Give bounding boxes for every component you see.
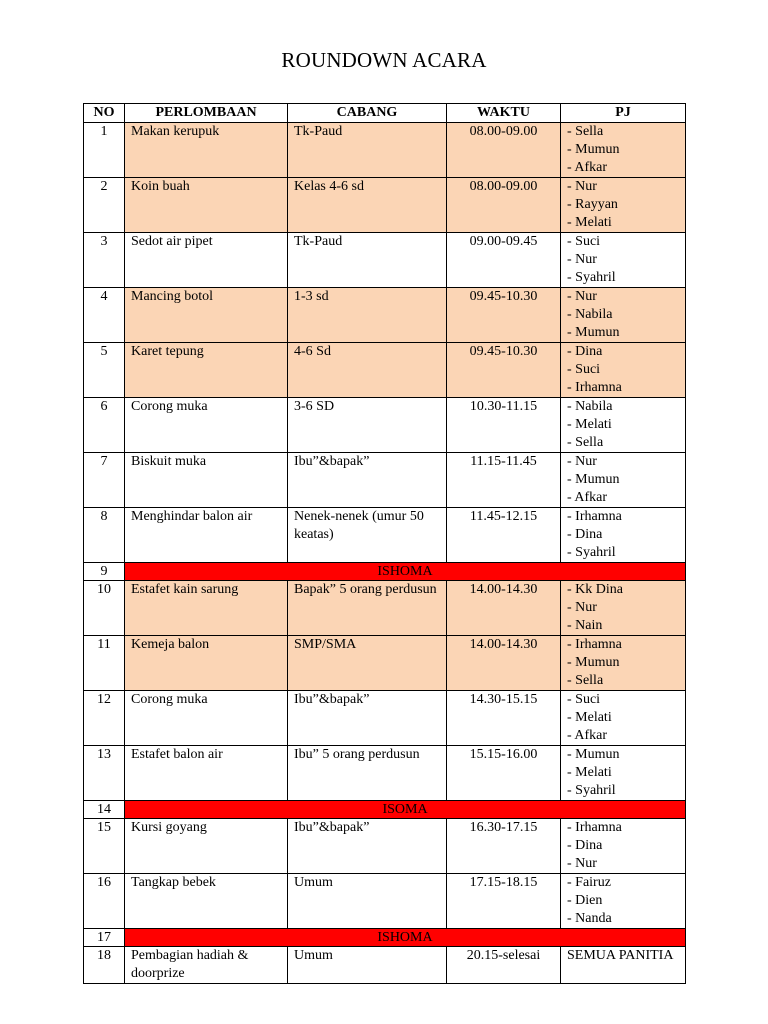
cell-pj [561,947,686,984]
cell-cabang: Kelas 4-6 sd [288,178,447,233]
table-row [84,123,686,178]
cell-perlombaan: Estafet kain sarung [125,581,288,636]
pj-name: - Syahril [567,545,616,560]
cell-perlombaan: Estafet balon air [125,746,288,801]
cell-cabang: Umum [288,947,447,984]
pj-name: - Syahril [567,270,616,285]
table-row [84,398,686,453]
pj-name: - Suci [567,692,601,707]
pj-name: - Irhamna [567,820,622,835]
cell-no: 1 [84,123,125,178]
cell-cabang: 1-3 sd [288,288,447,343]
pj-name: - Nain [567,618,603,633]
cell-pj [561,453,686,508]
cell-no: 2 [84,178,125,233]
pj-name: - Fairuz [567,875,611,890]
cell-perlombaan: Sedot air pipet [125,233,288,288]
cell-waktu: 15.15-16.00 [447,746,561,801]
table-row [84,453,686,508]
cell-break-label: ISHOMA [125,563,686,581]
cell-no: 17 [84,929,125,947]
cell-waktu: 08.00-09.00 [447,123,561,178]
cell-pj [561,636,686,691]
pj-name: - Nur [567,600,597,615]
cell-waktu: 14.00-14.30 [447,636,561,691]
table-row [84,508,686,563]
table-row [84,178,686,233]
pj-name: - Mumun [567,472,620,487]
cell-cabang: Ibu” 5 orang perdusun [288,746,447,801]
cell-waktu: 09.45-10.30 [447,288,561,343]
table-row [84,947,686,984]
table-row [84,581,686,636]
pj-name: - Afkar [567,490,608,505]
table-row [84,288,686,343]
cell-no: 12 [84,691,125,746]
cell-cabang: Tk-Paud [288,123,447,178]
cell-cabang: Ibu”&bapak” [288,819,447,874]
cell-perlombaan: Mancing botol [125,288,288,343]
pj-name: - Nabila [567,399,613,414]
pj-name: - Dina [567,344,603,359]
pj-name: - Nanda [567,911,612,926]
pj-name: - Mumun [567,655,620,670]
cell-no: 18 [84,947,125,984]
cell-cabang: Nenek-nenek (umur 50 keatas) [288,508,447,563]
cell-no: 9 [84,563,125,581]
cell-perlombaan: Corong muka [125,398,288,453]
pj-name: - Melati [567,765,612,780]
table-row [84,636,686,691]
pj-name: - Dina [567,527,603,542]
pj-name: - Sella [567,673,604,688]
pj-name: - Irhamna [567,380,622,395]
cell-no: 14 [84,801,125,819]
cell-pj [561,746,686,801]
cell-perlombaan: Karet tepung [125,343,288,398]
cell-cabang: SMP/SMA [288,636,447,691]
break-row [84,801,686,819]
cell-cabang: Umum [288,874,447,929]
pj-name: - Nur [567,252,597,267]
cell-waktu: 16.30-17.15 [447,819,561,874]
cell-pj [561,398,686,453]
cell-pj [561,819,686,874]
header-pj: PJ [561,104,686,123]
pj-name: - Mumun [567,325,620,340]
cell-pj [561,233,686,288]
cell-no: 5 [84,343,125,398]
cell-cabang: Bapak” 5 orang perdusun [288,581,447,636]
cell-waktu: 14.00-14.30 [447,581,561,636]
cell-pj [561,691,686,746]
pj-name: - Afkar [567,728,608,743]
pj-name: - Kk Dina [567,582,623,597]
cell-waktu: 08.00-09.00 [447,178,561,233]
header-cabang: CABANG [288,104,447,123]
cell-no: 7 [84,453,125,508]
pj-name: - Melati [567,710,612,725]
pj-name: - Nabila [567,307,613,322]
cell-cabang: Ibu”&bapak” [288,453,447,508]
cell-perlombaan: Koin buah [125,178,288,233]
pj-name: - Nur [567,179,597,194]
cell-perlombaan: Tangkap bebek [125,874,288,929]
table-row [84,874,686,929]
pj-name: SEMUA PANITIA [567,948,674,963]
table-row [84,343,686,398]
cell-perlombaan: Kursi goyang [125,819,288,874]
cell-cabang: Ibu”&bapak” [288,691,447,746]
cell-perlombaan: Pembagian hadiah & doorprize [125,947,288,984]
cell-no: 11 [84,636,125,691]
table-body [84,123,686,984]
cell-no: 16 [84,874,125,929]
pj-name: - Dina [567,838,603,853]
table-row [84,691,686,746]
cell-perlombaan: Menghindar balon air [125,508,288,563]
header-no: NO [84,104,125,123]
cell-no: 13 [84,746,125,801]
cell-perlombaan: Corong muka [125,691,288,746]
pj-name: - Nur [567,289,597,304]
pj-name: - Nur [567,454,597,469]
cell-pj [561,508,686,563]
pj-name: - Afkar [567,160,608,175]
pj-name: - Syahril [567,783,616,798]
rundown-table [83,103,686,984]
pj-name: - Melati [567,417,612,432]
cell-waktu: 09.00-09.45 [447,233,561,288]
cell-cabang: Tk-Paud [288,233,447,288]
pj-name: - Suci [567,362,601,377]
break-row [84,929,686,947]
pj-name: - Mumun [567,747,620,762]
cell-cabang: 3-6 SD [288,398,447,453]
cell-waktu: 20.15-selesai [447,947,561,984]
pj-name: - Sella [567,124,604,139]
cell-no: 15 [84,819,125,874]
cell-no: 4 [84,288,125,343]
cell-waktu: 11.45-12.15 [447,508,561,563]
pj-name: - Dien [567,893,603,908]
cell-perlombaan: Biskuit muka [125,453,288,508]
header-perlombaan: PERLOMBAAN [125,104,288,123]
pj-name: - Sella [567,435,604,450]
cell-pj [561,874,686,929]
cell-pj [561,123,686,178]
cell-waktu: 10.30-11.15 [447,398,561,453]
cell-pj [561,581,686,636]
break-row [84,563,686,581]
table-row [84,746,686,801]
cell-break-label: ISOMA [125,801,686,819]
pj-name: - Rayyan [567,197,618,212]
cell-perlombaan: Makan kerupuk [125,123,288,178]
cell-waktu: 17.15-18.15 [447,874,561,929]
pj-name: - Mumun [567,142,620,157]
header-waktu: WAKTU [447,104,561,123]
cell-no: 8 [84,508,125,563]
cell-pj [561,343,686,398]
cell-waktu: 09.45-10.30 [447,343,561,398]
cell-cabang: 4-6 Sd [288,343,447,398]
cell-pj [561,178,686,233]
cell-pj [561,288,686,343]
cell-no: 3 [84,233,125,288]
pj-name: - Melati [567,215,612,230]
pj-name: - Irhamna [567,637,622,652]
cell-waktu: 11.15-11.45 [447,453,561,508]
cell-break-label: ISHOMA [125,929,686,947]
table-header-row [84,104,686,123]
pj-name: - Irhamna [567,509,622,524]
table-row [84,819,686,874]
cell-waktu: 14.30-15.15 [447,691,561,746]
cell-perlombaan: Kemeja balon [125,636,288,691]
document-title: ROUNDOWN ACARA [281,48,487,72]
pj-name: - Nur [567,856,597,871]
cell-no: 10 [84,581,125,636]
cell-no: 6 [84,398,125,453]
pj-name: - Suci [567,234,601,249]
table-row [84,233,686,288]
